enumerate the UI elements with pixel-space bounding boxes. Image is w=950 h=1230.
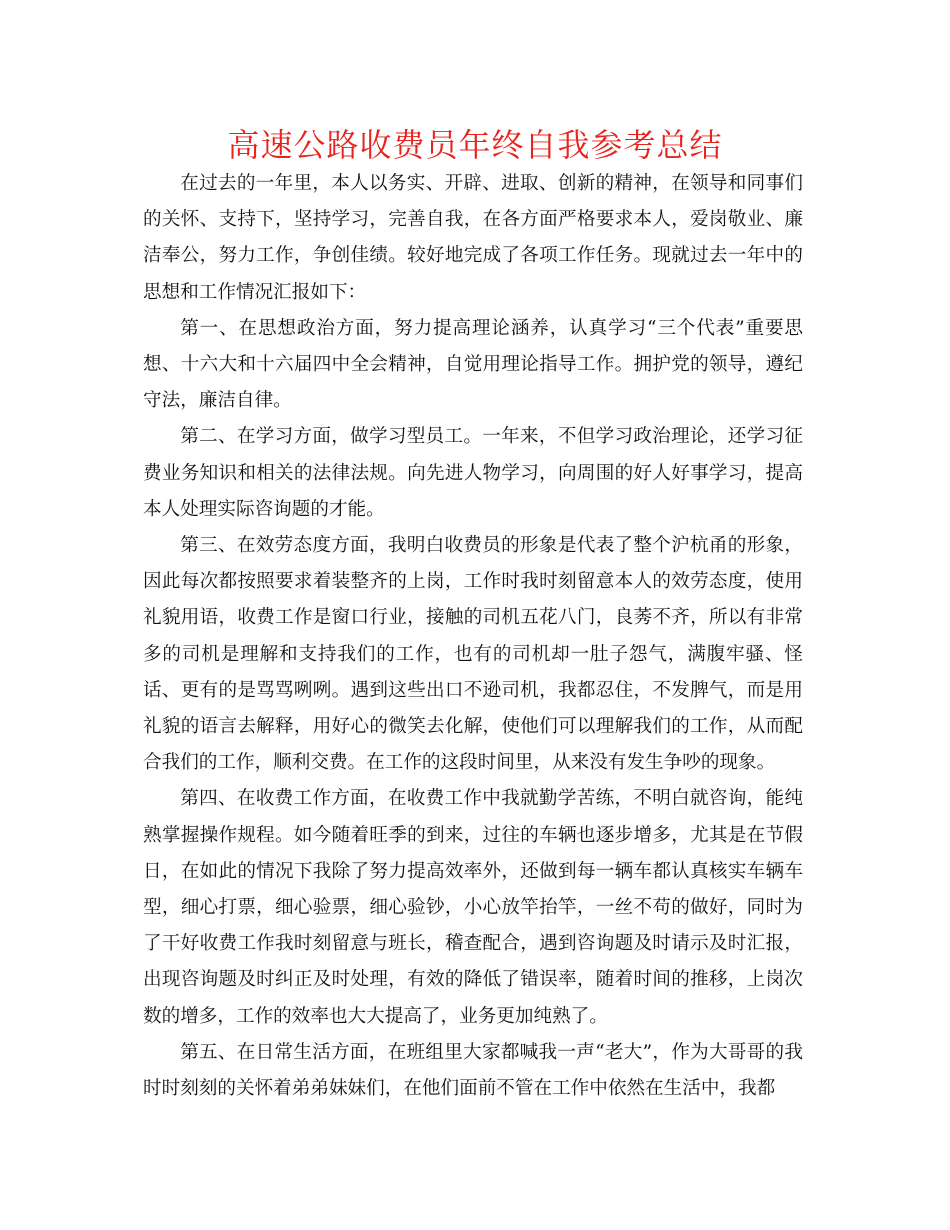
- paragraph-toll-work: 第四、在收费工作方面，在收费工作中我就勤学苦练，不明白就咨询，能纯熟掌握操作规程。如今随着旺季的到来，过往的车辆也逐步增多，尤其是在节假日，在如此的情况下我除了努力提高效率外，还做到每一辆车都认真核实车辆车型，细心打票，细心验票，细心验钞，小心放竿抬竿，一丝不苟的做好，同时为了干好收费工作我时刻留意与班长，稽查配合，遇到咨询题及时请示及时汇报，出现咨询题及时纠正及时处理，有效的降低了错误率，随着时间的推移，上岗次数的增多，工作的效率也大大提高了，业务更加纯熟了。: [143, 788, 803, 1027]
- paragraph-intro: 在过去的一年里，本人以务实、开辟、进取、创新的精神，在领导和同事们的关怀、支持下，坚持学习，完善自我，在各方面严格要求本人，爱岗敬业、廉洁奉公，努力工作，争创佳绩。较好地完成了各项工作任务。现就过去一年中的思想和工作情况汇报如下：: [143, 173, 803, 303]
- paragraph-service-attitude: 第三、在效劳态度方面，我明白收费员的形象是代表了整个沪杭甬的形象，因此每次都按照要求着装整齐的上岗，工作时我时刻留意本人的效劳态度，使用礼貌用语，收费工作是窗口行业，接触的司机五花八门，良莠不齐，所以有非常多的司机是理解和支持我们的工作，也有的司机却一肚子怨气，满腹牢骚、怪话、更有的是骂骂咧咧。遇到这些出口不逊司机，我都忍住，不发脾气，而是用礼貌的语言去解释，用好心的微笑去化解，使他们可以理解我们的工作，从而配合我们的工作，顺利交费。在工作的这段时间里，从来没有发生争吵的现象。: [143, 535, 803, 774]
- paragraph-daily-life: 第五、在日常生活方面，在班组里大家都喊我一声“老大”，作为大哥哥的我时时刻刻的关怀着弟弟妹妹们，在他们面前不管在工作中依然在生活中，我都: [143, 1041, 803, 1100]
- paragraph-study: 第二、在学习方面，做学习型员工。一年来，不但学习政治理论，还学习征费业务知识和相关的法律法规。向先进人物学习，向周围的好人好事学习，提高本人处理实际咨询题的才能。: [143, 426, 803, 520]
- document-title: 高速公路收费员年终自我参考总结: [227, 126, 723, 164]
- paragraph-politics: 第一、在思想政治方面，努力提高理论涵养，认真学习“三个代表”重要思想、十六大和十六届四中全会精神，自觉用理论指导工作。拥护党的领导，遵纪守法，廉洁自律。: [143, 317, 803, 412]
- document-body: [143, 166, 803, 1107]
